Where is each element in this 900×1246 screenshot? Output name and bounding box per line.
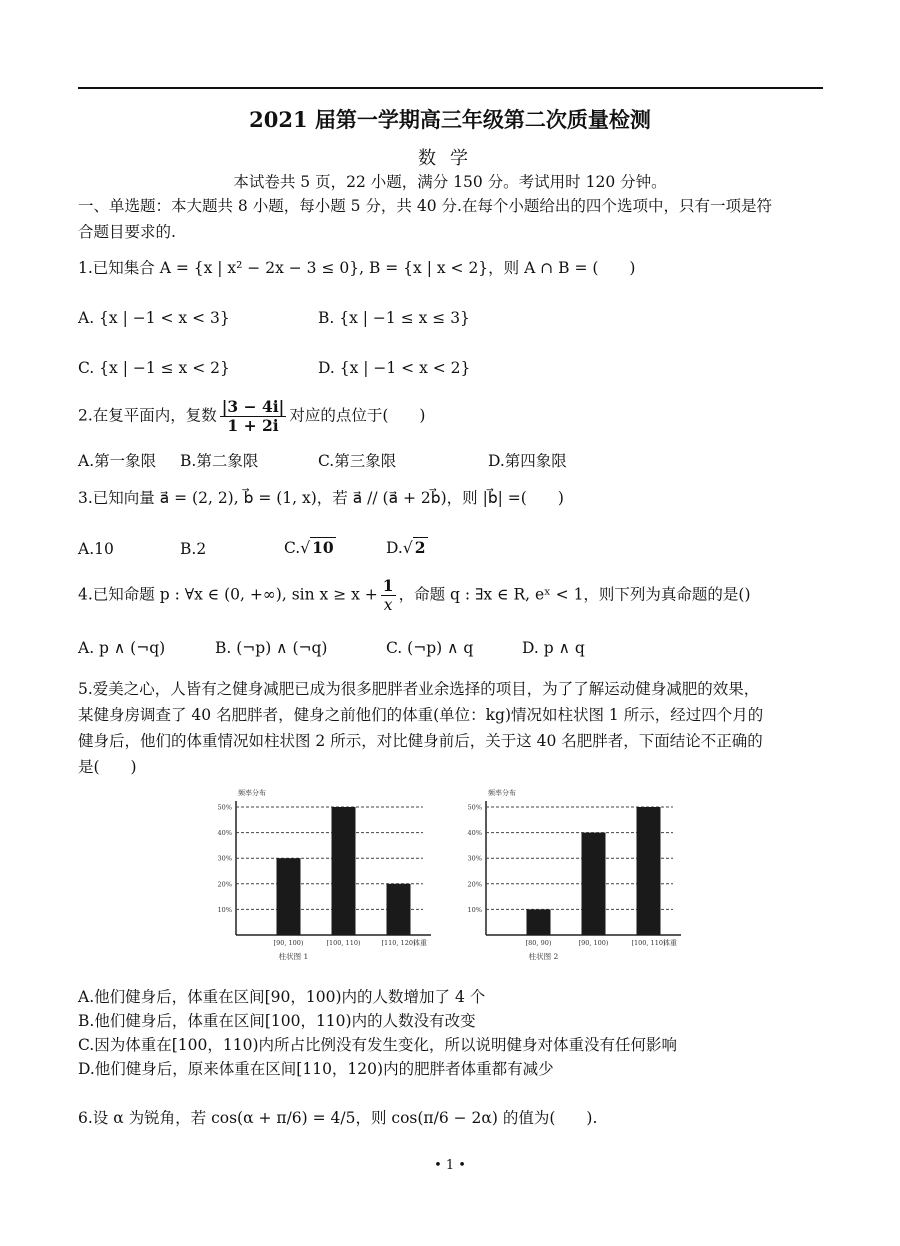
page-number: • 1 • [434, 1158, 466, 1173]
chart1-xtick-label: [110, 120) [381, 939, 416, 947]
q2-numerator: |3 − 4i| [221, 397, 285, 416]
q6-prefix: 6.设 α 为锐角，若 [78, 1109, 207, 1127]
q4-denominator: x [383, 596, 393, 614]
chart1-ytick-label: 20% [217, 880, 232, 889]
q3-option-d-radicand: 2 [414, 538, 426, 557]
q4-prefix: 4.已知命题 p : ∀x ∈ (0, +∞), sin x ≥ x + [78, 585, 378, 604]
q2-option-b: B.第二象限 [180, 452, 259, 470]
bar-chart-1 [200, 785, 445, 965]
q2-stem [78, 398, 425, 435]
chart1-bar-3 [387, 884, 411, 935]
q5-text-2: 某健身房调查了 40 名肥胖者，健身之前他们的体重(单位：kg)情况如柱状图 1 所示，经过四个月的 [78, 706, 764, 724]
q1-option-b: B. {x | −1 ≤ x ≤ 3} [318, 309, 470, 327]
section-instruction-1: 一、单选题：本大题共 8 小题，每小题 5 分，共 40 分.在每个小题给出的四个选项中，只有一项是符 [78, 197, 772, 215]
q4-suffix: ，命题 q : ∃x ∈ R, eˣ < 1，则下列为真命题的是() [398, 585, 751, 604]
q3-option-b-label: B. [180, 540, 197, 558]
chart2-ytick-label: 10% [467, 905, 482, 914]
chart1-ylabel: 频率分布 [238, 789, 266, 797]
q2-fraction [220, 398, 287, 435]
chart2-ytick-label: 30% [467, 854, 482, 863]
chart2-xtick-label: [90, 100) [578, 939, 609, 947]
q4-option-c: C. (¬p) ∧ q [386, 639, 474, 657]
q5-option-a: A.他们健身后，体重在区间[90，100)内的人数增加了 4 个 [78, 988, 486, 1006]
chart2-ytick-label: 40% [467, 829, 482, 838]
q4-fraction [381, 577, 396, 614]
chart1-ytick-label: 30% [217, 854, 232, 863]
q4-option-b: B. (¬p) ∧ (¬q) [215, 639, 328, 657]
q4-numerator: 1 [382, 576, 394, 595]
q3-stem: 3.已知向量 a⃗ = (2, 2), b⃗ = (1, x)，若 a⃗ // (a⃗ + 2b⃗)，则 |b⃗| =( ) [78, 489, 564, 507]
chart1-xtick-label: [100, 110) [326, 939, 361, 947]
q5-option-d: D.他们健身后，原来体重在区间[110，120)内的肥胖者体重都有减少 [78, 1060, 554, 1078]
subject-heading: 数学 [418, 148, 482, 169]
q3-option-a-label: A. [78, 540, 95, 558]
chart2-title: 柱状图 2 [528, 952, 559, 961]
exam-intro: 本试卷共 5 页，22 小题，满分 150 分。考试用时 120 分钟。 [233, 173, 667, 191]
page-title: 2021 届第一学期高三年级第二次质量检测 [249, 107, 651, 132]
q6-expression: cos(α + π/6) = 4/5，则 cos(π/6 − 2α) 的值为( ). [211, 1109, 598, 1127]
chart1-ytick-label: 40% [217, 829, 232, 838]
chart2-bar-1 [527, 909, 551, 935]
q5-text-3: 健身后，他们的体重情况如柱状图 2 所示，对比健身前后，关于这 40 名肥胖者，下面结论不正确的 [78, 732, 763, 750]
q2-suffix: 对应的点位于( ) [289, 406, 426, 425]
chart2-bar-3 [637, 807, 661, 935]
q5-text-1: 5.爱美之心，人皆有之健身减肥已成为很多肥胖者业余选择的项目，为了了解运动健身减肥的效果， [78, 680, 760, 698]
chart1-xlabel: 体重 [413, 939, 427, 947]
q3-option-c-label: C. [284, 539, 301, 557]
chart2-ytick-label: 20% [467, 880, 482, 889]
q1-stem: 1.已知集合 A = {x | x² − 2x − 3 ≤ 0}, B = {x | x < 2}，则 A ∩ B = ( ) [78, 259, 636, 277]
chart2-ytick-label: 50% [467, 803, 482, 812]
q4-stem [78, 577, 751, 614]
chart1-ytick-label: 10% [217, 905, 232, 914]
q5-option-c: C.因为体重在[100，110)内所占比例没有发生变化，所以说明健身对体重没有任何影响 [78, 1036, 678, 1054]
chart1-bar-2 [332, 807, 356, 935]
q5-text-4: 是( ) [78, 758, 137, 776]
sqrt-symbol: √ [402, 539, 413, 557]
q3-option-d-label: D. [386, 539, 403, 557]
q3-option-b-value: 2 [196, 540, 207, 558]
q3-option-c [284, 538, 336, 557]
chart2-xtick-label: [100, 110) [631, 939, 666, 947]
q2-prefix: 2.在复平面内，复数 [78, 406, 217, 425]
chart1-bar-1 [277, 858, 301, 935]
header-rule [78, 87, 823, 89]
chart1-title: 柱状图 1 [278, 952, 309, 961]
chart1-xtick-label: [90, 100) [273, 939, 304, 947]
q1-option-a: A. {x | −1 < x < 3} [78, 309, 230, 327]
q2-option-a: A.第一象限 [78, 452, 157, 470]
chart2-ylabel: 频率分布 [488, 789, 516, 797]
q5-option-b: B.他们健身后，体重在区间[100，110)内的人数没有改变 [78, 1012, 476, 1030]
q1-option-d: D. {x | −1 < x < 2} [318, 359, 471, 377]
chart2-bar-2 [582, 833, 606, 935]
q2-option-d: D.第四象限 [488, 452, 567, 470]
q3-option-a-value: 10 [94, 540, 114, 558]
sqrt-symbol: √ [300, 539, 311, 557]
q3-option-d [386, 538, 428, 557]
q3-option-a [78, 540, 114, 558]
q3-option-b [180, 540, 206, 558]
chart1-ytick-label: 50% [217, 803, 232, 812]
q4-option-d: D. p ∧ q [522, 639, 585, 657]
q6-stem [78, 1106, 597, 1128]
q4-option-a: A. p ∧ (¬q) [78, 639, 166, 657]
chart2-xlabel: 体重 [663, 939, 677, 947]
q3-option-c-radicand: 10 [312, 538, 334, 557]
section-instruction-2: 合题目要求的. [78, 223, 176, 241]
q2-denominator: 1 + 2i [227, 416, 279, 435]
q1-option-c: C. {x | −1 ≤ x < 2} [78, 359, 230, 377]
bar-chart-2 [450, 785, 695, 965]
chart2-xtick-label: [80, 90) [525, 939, 552, 947]
q2-option-c: C.第三象限 [318, 452, 397, 470]
